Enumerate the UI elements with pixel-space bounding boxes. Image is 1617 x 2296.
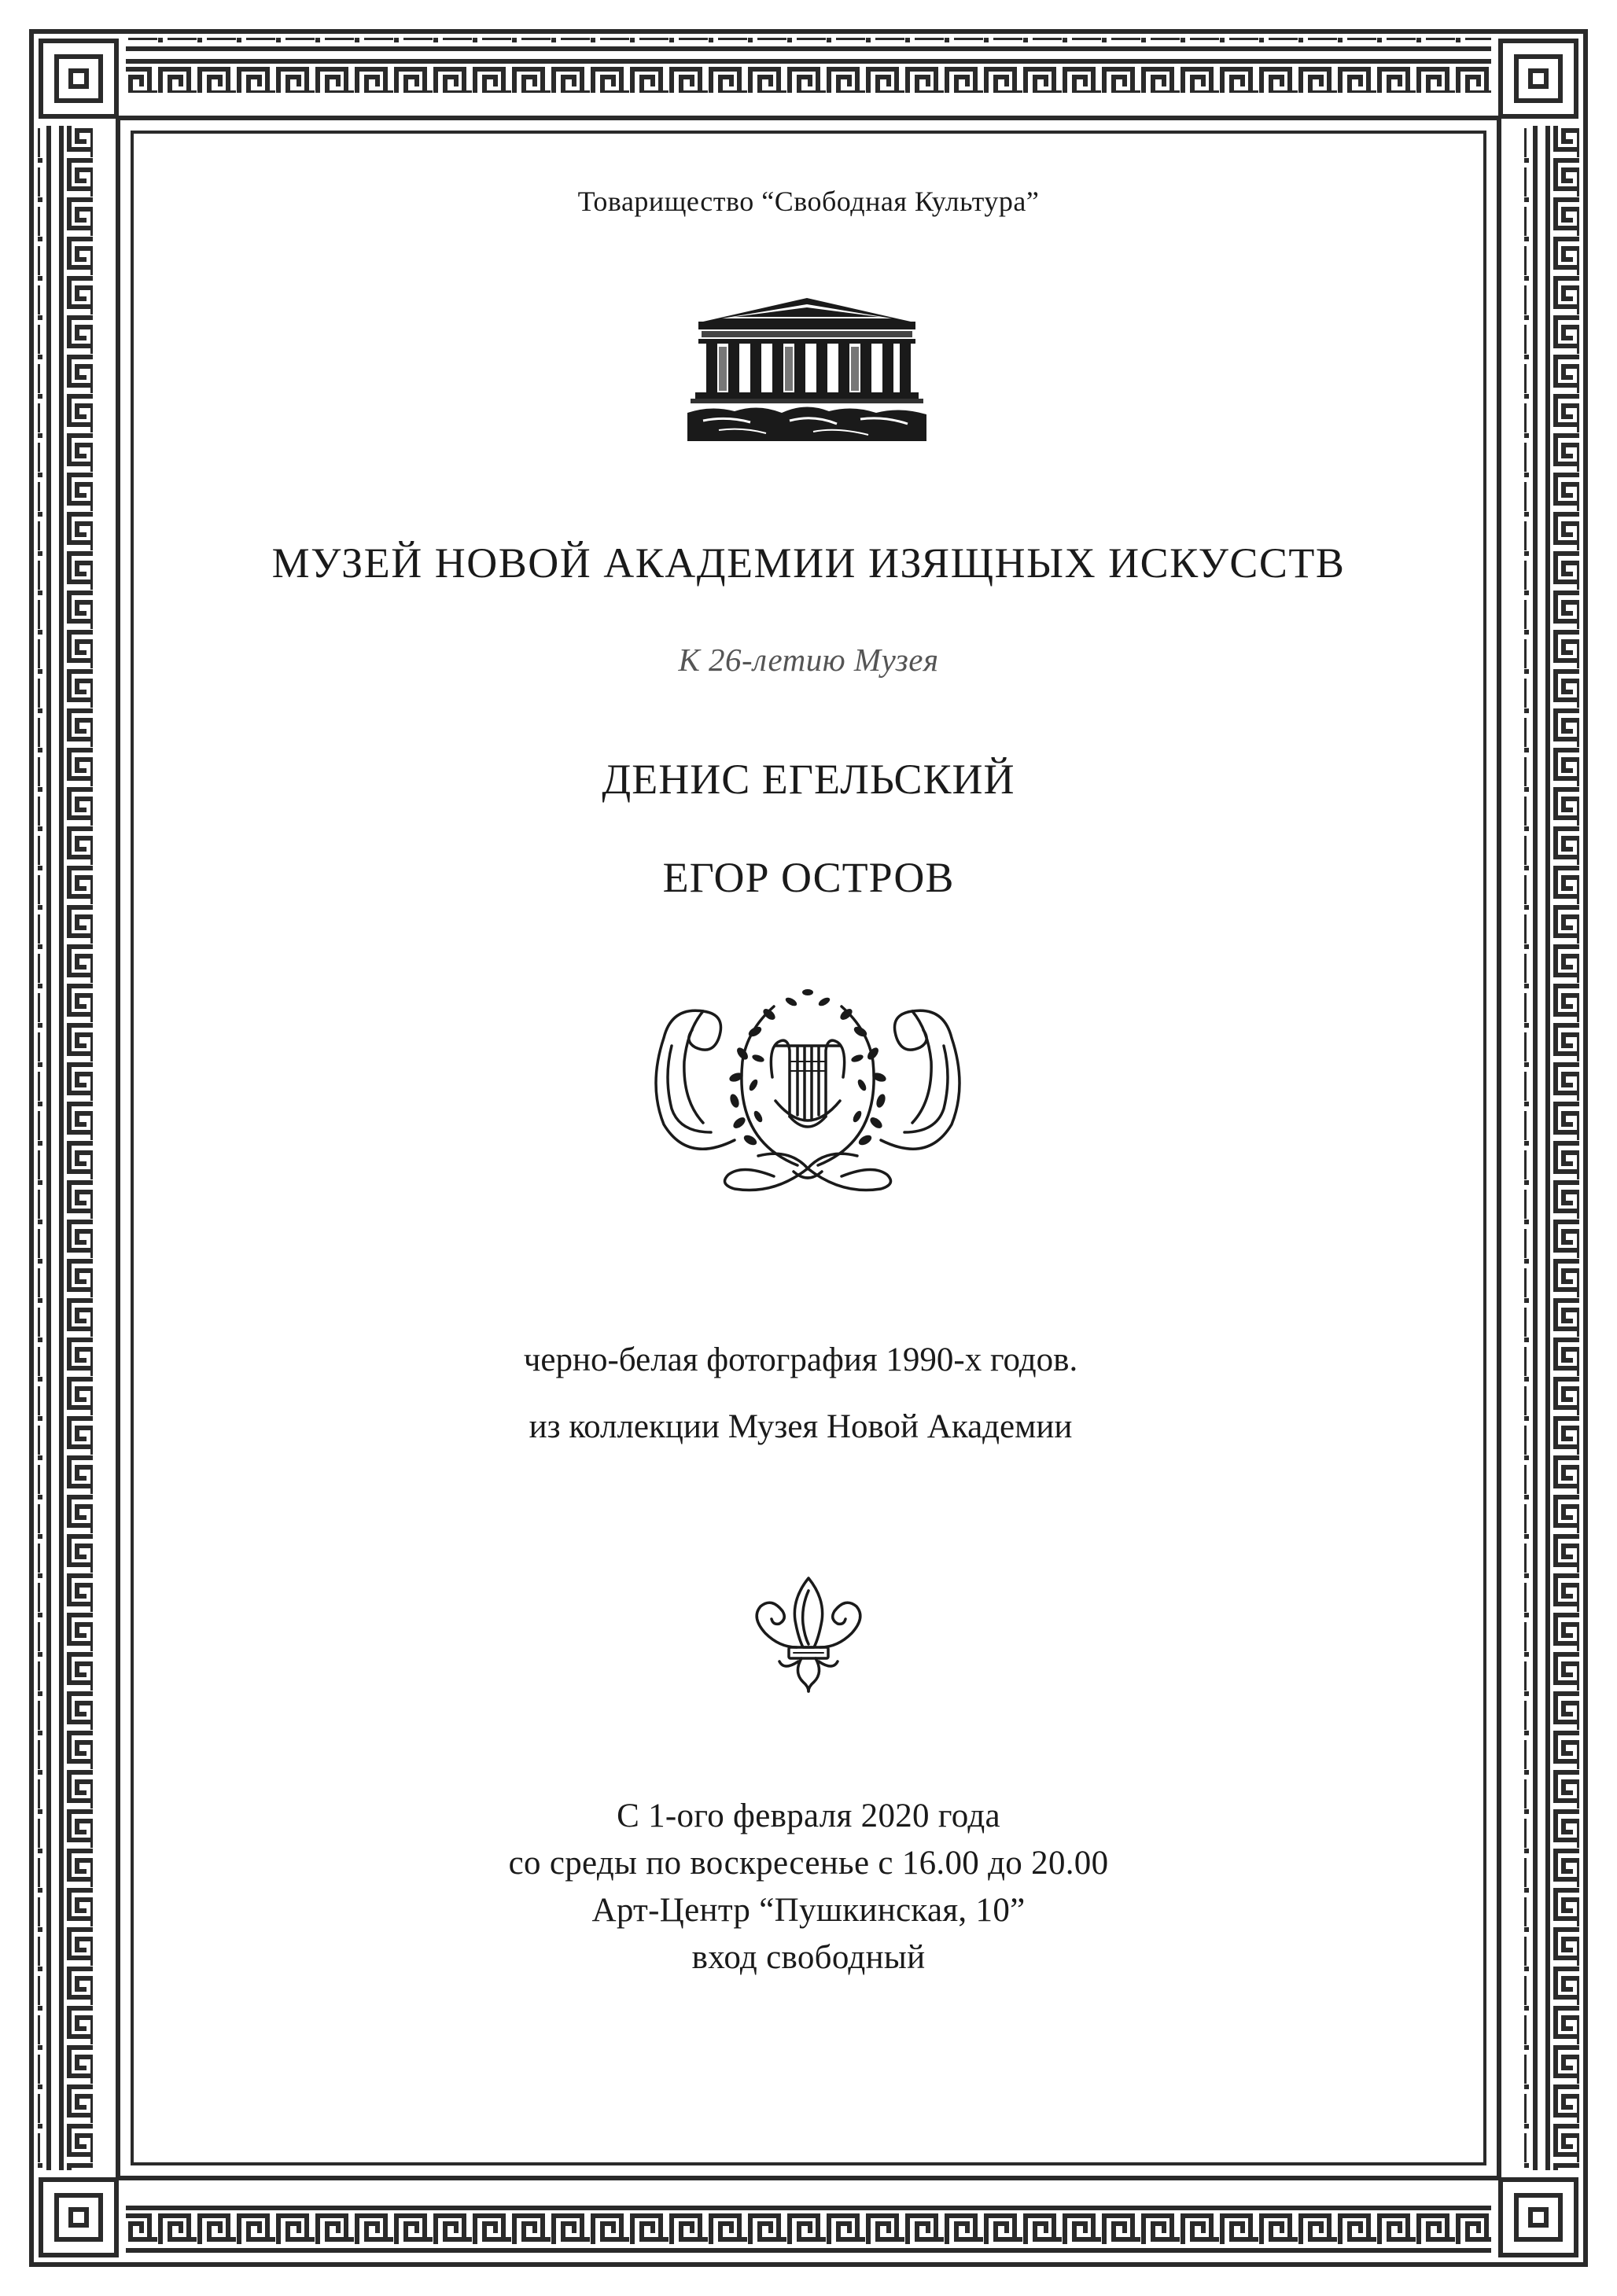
info-schedule: со среды по воскресенье с 16.00 до 20.00 — [508, 1845, 1109, 1882]
info-date: С 1-ого февраля 2020 года — [617, 1797, 1000, 1834]
lyre-with-laurel-wreath-icon — [640, 983, 975, 1223]
museum-title: МУЗЕЙ НОВОЙ АКАДЕМИИ ИЗЯЩНЫХ ИСКУССТВ — [271, 539, 1346, 587]
fleur-de-lis-icon — [748, 1575, 869, 1693]
description-line: из коллекции Музея Новой Академии — [529, 1408, 1073, 1445]
poster-content — [149, 149, 1468, 2147]
artist-name: ЕГОР ОСТРОВ — [662, 854, 955, 901]
greek-temple-icon — [687, 295, 926, 441]
anniversary-subtitle: К 26-летию Музея — [678, 642, 939, 678]
info-venue: Арт-Центр “Пушкинская, 10” — [591, 1892, 1026, 1929]
organization-name: Товарищество “Свободная Культура” — [577, 186, 1040, 217]
description-line: черно-белая фотография 1990-х годов. — [523, 1341, 1078, 1378]
info-entry: вход свободный — [691, 1939, 926, 1976]
artist-name: ДЕНИС ЕГЕЛЬСКИЙ — [602, 756, 1015, 803]
